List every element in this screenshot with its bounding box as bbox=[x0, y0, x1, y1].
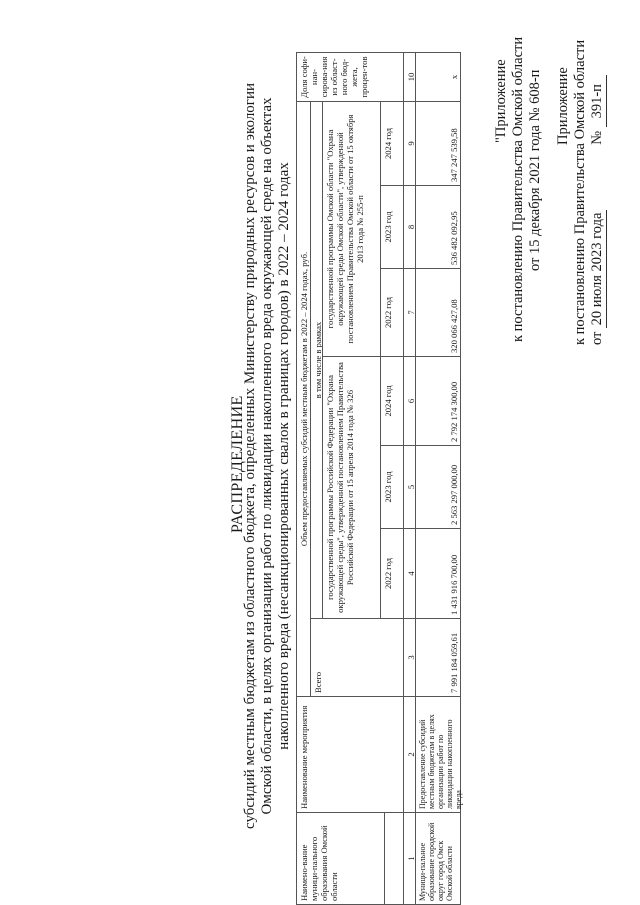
colnum-1: 1 bbox=[403, 813, 415, 905]
header-year-fed-2022: 2022 год bbox=[380, 529, 403, 619]
appendix-number: 391-п bbox=[589, 75, 607, 127]
row-measure: Предоставление субсидий местным бюджетам в целях организации работ по ликвидации накопленного вреда bbox=[415, 697, 461, 813]
colnum-6: 6 bbox=[403, 357, 415, 446]
row-reg-2023: 536 482 092,95 bbox=[415, 186, 461, 269]
colnum-4: 4 bbox=[403, 529, 415, 619]
colnum-5: 5 bbox=[403, 446, 415, 529]
colnum-7: 7 bbox=[403, 269, 415, 357]
prev-appendix-resolution: к постановлению Правительства Омской области bbox=[510, 36, 526, 342]
header-measure: Наименование мероприятия bbox=[296, 697, 403, 813]
header-year-fed-2023: 2023 год bbox=[380, 446, 403, 529]
distribution-table bbox=[296, 52, 461, 905]
header-year-reg-2023: 2023 год bbox=[380, 186, 403, 269]
colnum-3: 3 bbox=[403, 619, 415, 697]
subtitle-line-1: субсидий местным бюджетам из областного бюджета, определенных Министерству природных ресурсов и экологии bbox=[242, 82, 258, 830]
document-title: РАСПРЕДЕЛЕНИЕ bbox=[229, 395, 246, 533]
header-year-fed-2024: 2024 год bbox=[380, 357, 403, 446]
row-fed-2023: 2 563 297 000,00 bbox=[415, 446, 461, 529]
number-prefix: № bbox=[589, 130, 605, 145]
row-reg-2022: 320 066 427,08 bbox=[415, 269, 461, 357]
row-share: x bbox=[415, 52, 461, 102]
colnum-10: 10 bbox=[403, 52, 415, 102]
row-fed-2022: 1 431 916 700,00 bbox=[415, 529, 461, 619]
row-reg-2024: 347 247 539,58 bbox=[415, 102, 461, 186]
colnum-2: 2 bbox=[403, 697, 415, 813]
header-year-reg-2024: 2024 год bbox=[380, 102, 403, 186]
header-year-reg-2022: 2022 год bbox=[380, 269, 403, 357]
appendix-label: Приложение bbox=[555, 67, 571, 145]
prev-appendix-label: "Приложение bbox=[493, 59, 509, 143]
colnum-8: 8 bbox=[403, 186, 415, 269]
from-prefix: от bbox=[589, 331, 605, 345]
prev-appendix-date: от 15 декабря 2021 года № 608-п bbox=[527, 69, 543, 271]
header-total: Всего bbox=[310, 619, 403, 697]
colnum-9: 9 bbox=[403, 102, 415, 186]
header-share: Доля софи-нан-сирова-ния из област-ного бюд-жета, процен-тов bbox=[296, 52, 403, 102]
header-municipality: Наимено-вание муници-пального образования Омской области bbox=[296, 813, 384, 905]
row-total: 7 991 184 059,61 bbox=[415, 619, 461, 697]
subtitle-line-2: Омской области, в целях организации работ по ликвидации накопленного вреда окружающей среде на объектах bbox=[259, 97, 275, 815]
header-including: в том числе в рамках bbox=[310, 102, 322, 619]
header-federal-program: государственной программы Российской Федерации "Охрана окружающей среды", утвержденной постановлением Правительства Российской Федерации от 15 апреля 2014 года № 326 bbox=[322, 357, 380, 619]
row-municipality: Муници-пальное образование городской округ город Омск Омской области bbox=[415, 813, 461, 905]
appendix-date-line bbox=[589, 75, 607, 345]
appendix-resolution: к постановлению Правительства Омской области bbox=[572, 39, 588, 345]
header-volume: Объем предоставляемых субсидий местным бюджетам в 2022 – 2024 годах, руб. bbox=[296, 102, 310, 697]
header-regional-program: государственной программы Омской области "Охрана окружающей среды Омской области", утвержденной постановлением Правительства Омской области от 15 октября 2013 года № 255-п bbox=[322, 102, 380, 357]
row-fed-2024: 2 792 174 300,00 bbox=[415, 357, 461, 446]
subtitle-line-3: накопленного вреда (несанкционированных свалок в границах городов) в 2022 – 2024 годах bbox=[276, 162, 292, 750]
appendix-date: 20 июля 2023 года bbox=[589, 210, 607, 328]
